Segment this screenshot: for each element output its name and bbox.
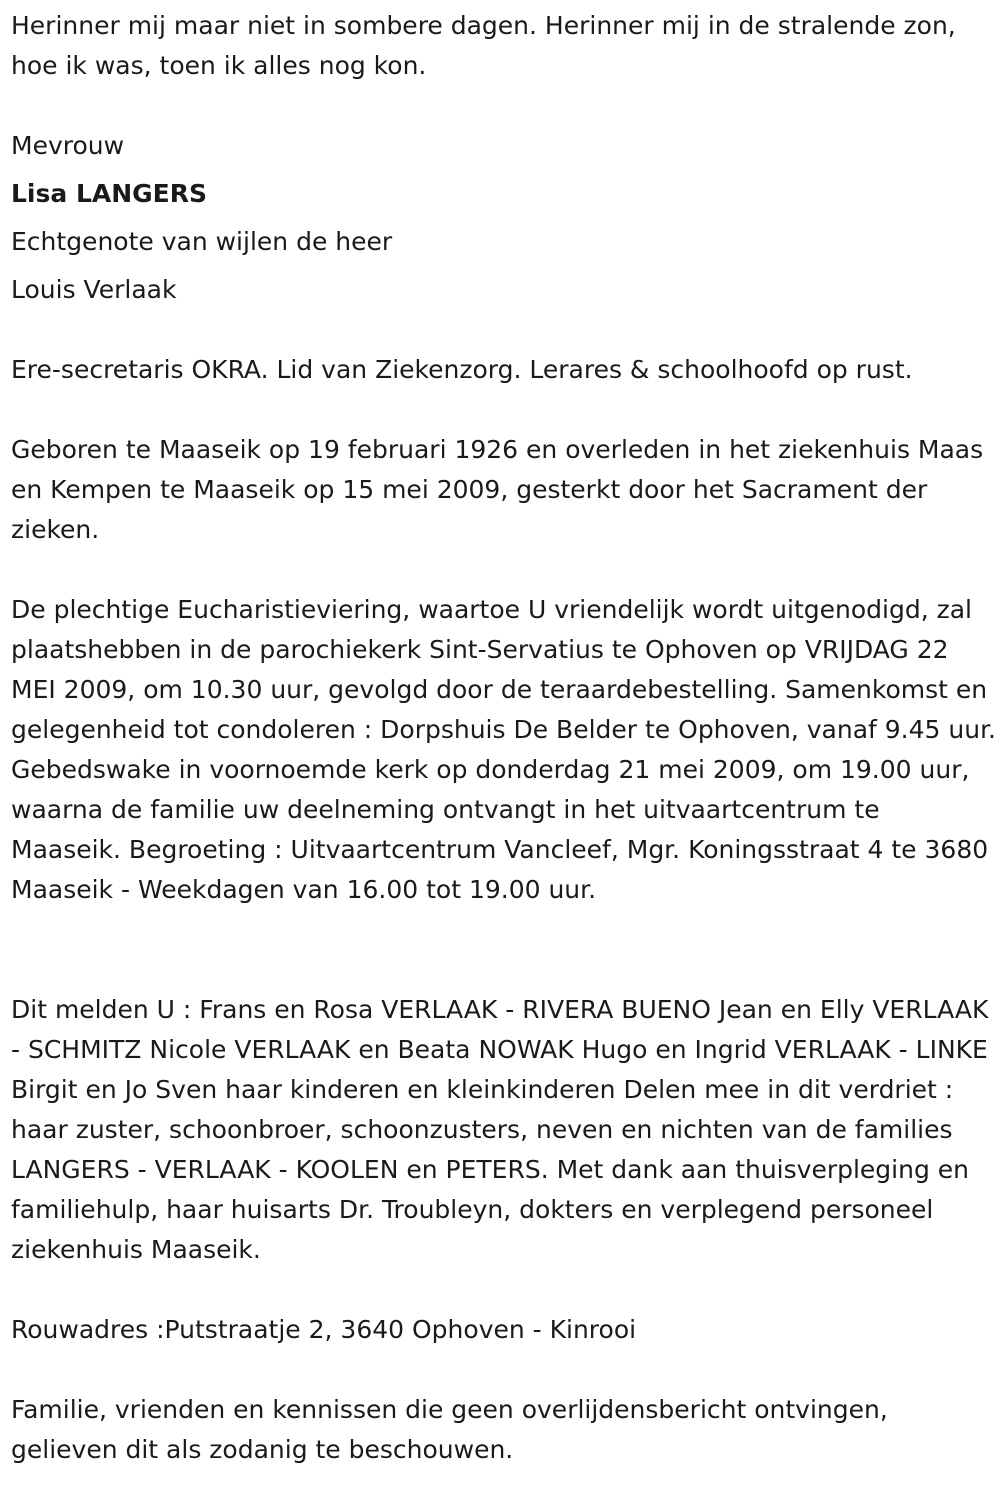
closing-paragraph: Familie, vrienden en kennissen die geen overlijdensbericht ontvingen, gelieven dit als zodanig te beschouwen. — [11, 1395, 888, 1464]
deceased-name: Lisa LANGERS — [11, 179, 208, 208]
spouse-name: Louis Verlaak — [11, 275, 177, 304]
relation-line: Echtgenote van wijlen de heer — [11, 227, 393, 256]
mourning-address: Rouwadres :Putstraatje 2, 3640 Ophoven - Kinrooi — [11, 1315, 637, 1344]
announcers-paragraph: Dit melden U : Frans en Rosa VERLAAK - RIVERA BUENO Jean en Elly VERLAAK - SCHMITZ Nicole VERLAAK en Beata NOWAK Hugo en Ingrid VERLAAK - LINKE Birgit en Jo Sven haar kinderen en kleinkinderen Delen mee in dit verdriet : haar zuster, schoonbroer, schoonzusters, neven en nichten van de families LANGERS - VERLAAK - KOOLEN en PETERS. Met dank aan thuisverpleging en familiehulp, haar huisarts Dr. Troubleyn, dokters en verplegend personeel ziekenhuis Maaseik. — [11, 995, 989, 1264]
birth-death-paragraph: Geboren te Maaseik op 19 februari 1926 en overleden in het ziekenhuis Maas en Kempen te Maaseik op 15 mei 2009, gesterkt door het Sacrament der zieken. — [11, 435, 984, 544]
ceremony-paragraph: De plechtige Eucharistieviering, waartoe U vriendelijk wordt uitgenodigd, zal plaatshebben in de parochiekerk Sint-Servatius te Ophoven op VRIJDAG 22 MEI 2009, om 10.30 uur, gevolgd door de teraardebestelling. Samenkomst en gelegenheid tot condoleren : Dorpshuis De Belder te Ophoven, vanaf 9.45 uur. Gebedswake in voornoemde kerk op donderdag 21 mei 2009, om 19.00 uur, waarna de familie uw deelneming ontvangt in het uitvaartcentrum te Maaseik. Begroeting : Uitvaartcentrum Vancleef, Mgr. Koningsstraat 4 te 3680 Maaseik - Weekdagen van 16.00 tot 19.00 uur. — [11, 595, 996, 904]
roles-paragraph: Ere-secretaris OKRA. Lid van Ziekenzorg. Lerares & schoolhoofd op rust. — [11, 355, 913, 384]
salutation: Mevrouw — [11, 131, 125, 160]
memorial-poem: Herinner mij maar niet in sombere dagen. Herinner mij in de stralende zon, hoe ik was, toen ik alles nog kon. — [11, 11, 956, 80]
